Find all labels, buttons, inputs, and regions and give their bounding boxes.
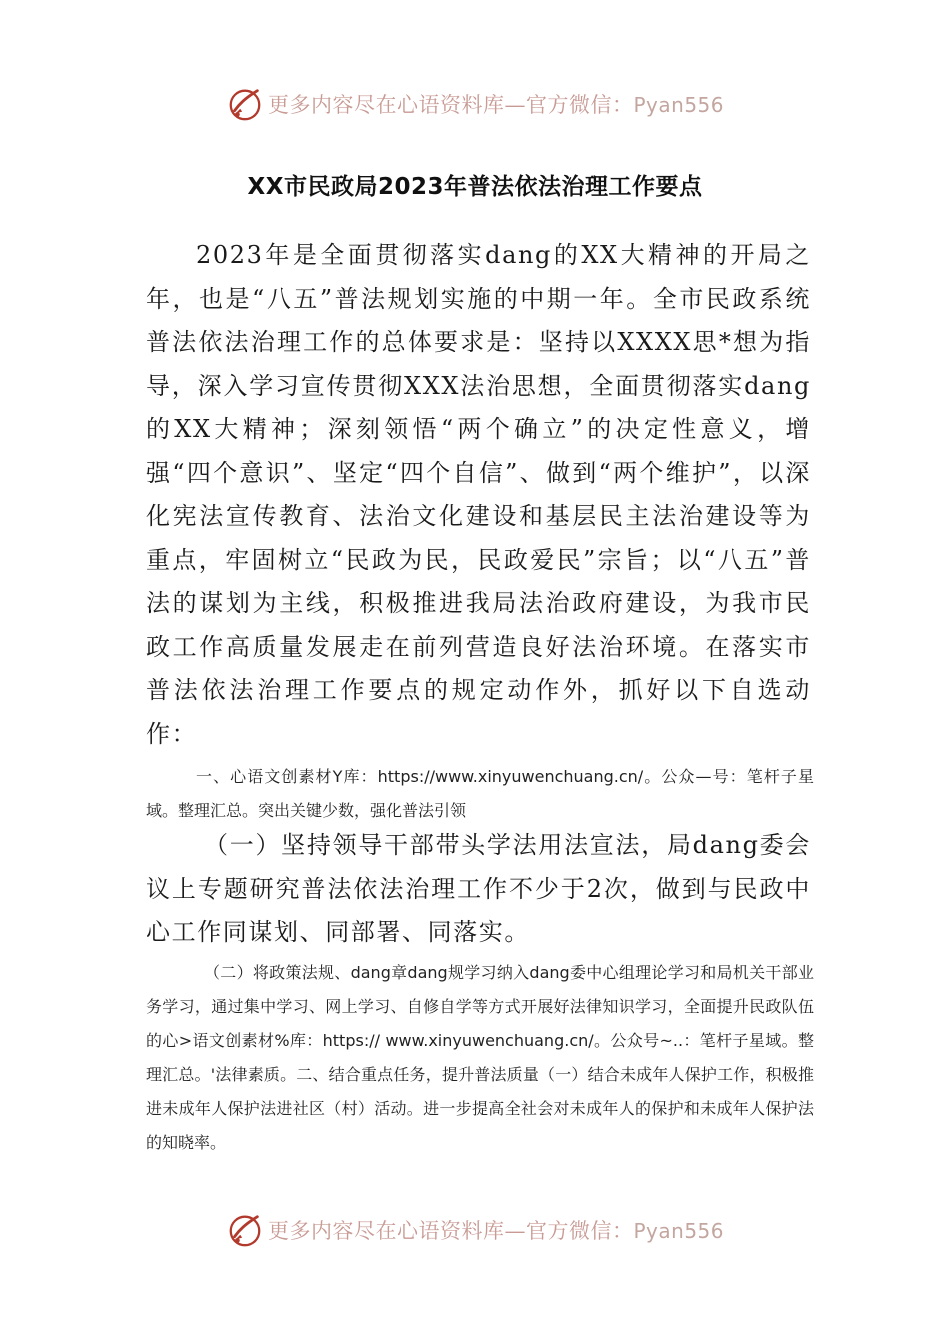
item-one-paragraph: （一）坚持领导干部带头学法用法宣法，局dang委会议上专题研究普法依法治理工作不少于2次，做到与民政中心工作同谋划、同部署、同落实。 [146, 831, 811, 946]
intro-paragraph: 2023年是全面贯彻落实dang的XX大精神的开局之年，也是“八五”普法规划实施的中期一年。全市民政系统普法依法治理工作的总体要求是：坚持以XXXX思*想为指导，深入学习宣传贯彻XXX法治思想，全面贯彻落实dang的XX大精神；深刻领悟“两个确立”的决定性意义，增强“四个意识”、坚定“四个自信”、做到“两个维护”，以深化宪法宣传教育、法治文化建设和基层民主法治建设等为重点，牢固树立“民政为民，民政爱民”宗旨；以“八五”普法的谋划为主线，积极推进我局法治政府建设，为我市民政工作高质量发展走在前列营造良好法治环境。在落实市普法依法治理工作要点的规定动作外，抓好以下自选动作： [146, 241, 811, 748]
banner-main-text: 更多内容尽在心语资料库—官方微信： [267, 93, 634, 117]
brush-logo-icon [226, 1211, 264, 1249]
banner-wechat-id: Pyan556 [633, 93, 724, 117]
banner-main-text: 更多内容尽在心语资料库—官方微信： [267, 1219, 634, 1243]
section-one-heading: 一、心语文创素材Y库：https://www.xinyuwenchuang.cn/。公众—号：笔杆子星域。整理汇总。突出关键少数，强化普法引领 [146, 767, 814, 820]
footer-banner [0, 1208, 950, 1252]
banner-text [268, 1215, 724, 1245]
document-title: XX市民政局2023年普法依法治理工作要点 [247, 174, 703, 200]
banner-text [268, 89, 724, 119]
brush-logo-icon [226, 85, 264, 123]
header-banner [0, 82, 950, 126]
banner-wechat-id: Pyan556 [633, 1219, 724, 1243]
item-two-paragraph: （二）将政策法规、dang章dang规学习纳入dang委中心组理论学习和局机关干部业务学习，通过集中学习、网上学习、自修自学等方式开展好法律知识学习，全面提升民政队伍的心>语文创素材%库：https:// www.xinyuwenchuang.cn/。公众号~..：笔杆子星域。整理汇总。'法律素质。二、结合重点任务，提升普法质量（一）结合未成年人保护工作，积极推进未成年人保护法进社区（村）活动。进一步提高全社会对未成年人的保护和未成年人保护法的知晓率。 [146, 963, 814, 1152]
